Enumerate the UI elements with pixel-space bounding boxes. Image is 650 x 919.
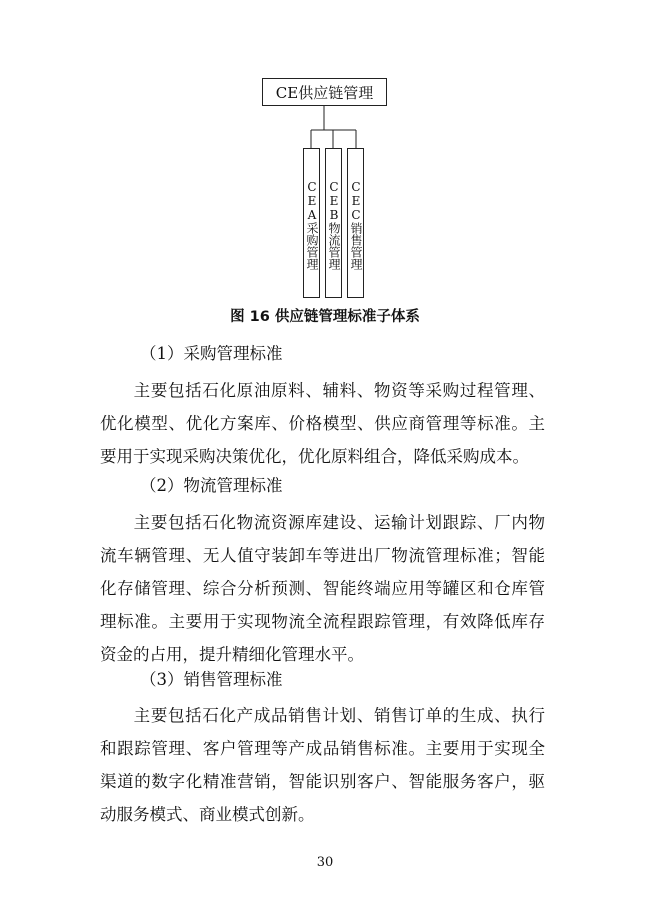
hierarchy-diagram: [0, 0, 650, 310]
paragraph-text: 主要包括石化原油原料、辅料、物资等采购过程管理、优化模型、优化方案库、价格模型、供应商管理等标准。主要用于实现采购决策优化，优化原料组合，降低采购成本。: [100, 381, 545, 466]
page-number: 30: [316, 855, 334, 870]
figure-caption: 图 16 供应链管理标准子体系: [230, 309, 420, 325]
section-heading-logistics: （2）物流管理标准: [140, 476, 283, 495]
paragraph-text: 主要包括石化物流资源库建设、运输计划跟踪、厂内物流车辆管理、无人值守装卸车等进出厂物流管理标准；智能化存储管理、综合分析预测、智能终端应用等罐区和仓库管理标准。主要用于实现物流全流程跟踪管理，有效降低库存资金的占用，提升精细化管理水平。: [100, 513, 545, 664]
diagram-root-node: CE供应链管理: [262, 78, 387, 106]
section-heading-procurement: （1）采购管理标准: [140, 344, 283, 363]
section-body-logistics: [100, 506, 545, 671]
diagram-node-procurement: CEA采购管理: [303, 148, 320, 298]
section-body-procurement: [100, 374, 545, 473]
diagram-node-logistics: CEB物流管理: [325, 148, 342, 298]
paragraph-text: 主要包括石化产成品销售计划、销售订单的生成、执行和跟踪管理、客户管理等产成品销售标准。主要用于实现全渠道的数字化精准营销，智能识别客户、智能服务客户，驱动服务模式、商业模式创新。: [100, 706, 545, 824]
section-body-sales: [100, 699, 545, 831]
diagram-node-sales: CEC销售管理: [347, 148, 364, 298]
section-heading-sales: （3）销售管理标准: [140, 670, 283, 689]
